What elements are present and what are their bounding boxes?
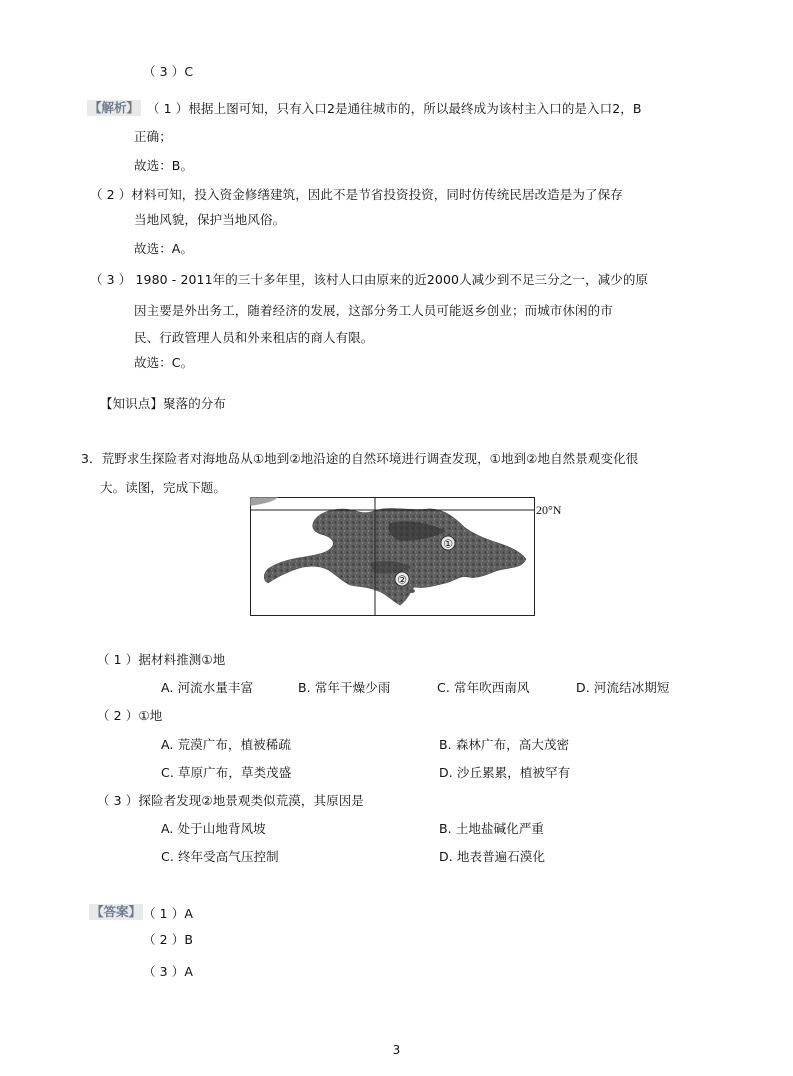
analysis-p2-choice: 故选：A。	[134, 241, 194, 256]
q3-sub3-option-b: B. 土地盐碱化严重	[439, 821, 545, 836]
q3-sub2-prompt: （ 2 ）①地	[97, 708, 163, 723]
q3-sub3-prompt: （ 3 ）探险者发现②地景观类似荒漠，其原因是	[97, 793, 364, 808]
q3-sub2-option-c: C. 草原广布，草类茂盛	[161, 765, 292, 780]
answer-1: （ 1 ）A	[143, 906, 194, 921]
svg-text:①: ①	[443, 537, 453, 551]
q3-sub2-option-a: A. 荒漠广布，植被稀疏	[161, 737, 291, 752]
q3-sub1-option-b: B. 常年干燥少雨	[298, 680, 391, 695]
q3-sub1-prompt: （ 1 ）据材料推测①地	[97, 652, 226, 667]
analysis-p2-line1: （ 2 ）材料可知，投入资金修缮建筑，因此不是节省投资投资，同时仿传统民居改造是为了保存	[90, 187, 623, 202]
answer-3: （ 3 ）A	[143, 964, 194, 979]
analysis-p3-choice: 故选：C。	[134, 355, 194, 370]
latitude-label: 20°N	[536, 503, 562, 517]
page-number: 3	[392, 1043, 401, 1057]
q3-sub1-option-c: C. 常年吹西南风	[437, 680, 530, 695]
q3-stem-line2: 大。读图，完成下题。	[100, 480, 227, 495]
knowledge-point: 【知识点】聚落的分布	[100, 396, 227, 411]
svg-text:②: ②	[397, 573, 407, 587]
q3-sub3-option-d: D. 地表普遍石漠化	[439, 849, 546, 864]
answer-2: （ 2 ）B	[143, 932, 194, 947]
analysis-p2-line2: 当地风貌，保护当地风俗。	[134, 212, 286, 227]
analysis-p1-choice: 故选：B。	[134, 158, 194, 173]
hispaniola-map	[250, 497, 585, 617]
q3-sub2-option-b: B. 森林广布，高大茂密	[439, 737, 570, 752]
analysis-p3-line2: 因主要是外出务工，随着经济的发展，这部分务工人员可能返乡创业；而城市休闲的市	[134, 303, 613, 318]
analysis-p3-line1: （ 3 ） 1980 - 2011年的三十多年里，该村人口由原来的近2000人减少到不足三分之一，减少的原	[90, 272, 649, 287]
analysis-p3-line3: 民、行政管理人员和外来租店的商人有限。	[134, 330, 374, 345]
prev-answer-3: （ 3 ）C	[143, 64, 194, 79]
q3-sub3-option-c: C. 终年受高气压控制	[161, 849, 279, 864]
analysis-p1-line1: （ 1 ）根据上图可知，只有入口2是通往城市的，所以最终成为该村主入口的是入口2，B	[147, 101, 642, 116]
analysis-tag: 【解析】	[89, 100, 140, 115]
answer-tag: 【答案】	[91, 904, 142, 919]
q3-sub2-option-d: D. 沙丘累累，植被罕有	[439, 765, 571, 780]
marker-1	[441, 536, 455, 551]
q3-stem-line1: 3．荒野求生探险者对海地岛从①地到②地沿途的自然环境进行调查发现，①地到②地自然景观变化很	[81, 451, 639, 466]
q3-sub3-option-a: A. 处于山地背风坡	[161, 821, 266, 836]
q3-sub1-option-a: A. 河流水量丰富	[161, 680, 254, 695]
offshore-islet	[409, 589, 415, 593]
marker-2	[395, 572, 409, 587]
q3-sub1-option-d: D. 河流结冰期短	[576, 680, 670, 695]
analysis-p1-line2: 正确；	[134, 129, 172, 144]
